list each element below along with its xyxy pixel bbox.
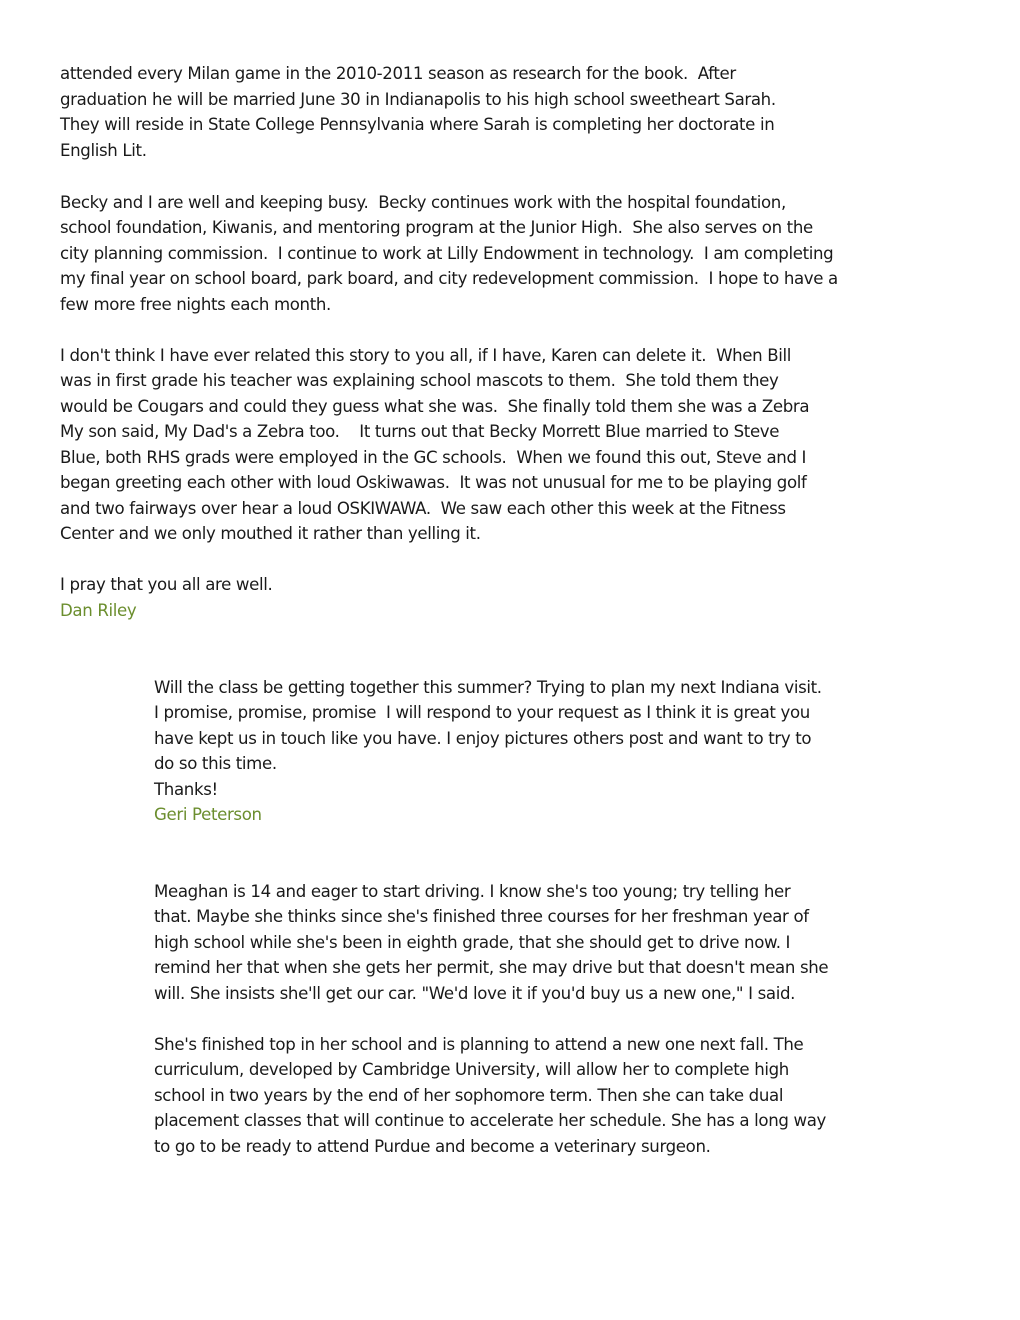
letter1-line: Center and we only mouthed it rather than yelling it. bbox=[60, 524, 481, 543]
signature-geri-peterson: Geri Peterson bbox=[154, 805, 262, 824]
letter1-line: Blue, both RHS grads were employed in the GC schools. When we found this out, Steve and I bbox=[60, 448, 807, 467]
letter1-line: school foundation, Kiwanis, and mentoring program at the Junior High. She also serves on the bbox=[60, 218, 813, 237]
letter1-line: was in first grade his teacher was explaining school mascots to them. She told them they bbox=[60, 371, 779, 390]
letter3-line: high school while she's been in eighth grade, that she should get to drive now. I bbox=[154, 933, 791, 952]
letter3-line: remind her that when she gets her permit, she may drive but that doesn't mean she bbox=[154, 958, 829, 977]
letter1-line: I don't think I have ever related this story to you all, if I have, Karen can delete it. When Bill bbox=[60, 346, 792, 365]
letter3-line: placement classes that will continue to accelerate her schedule. She has a long way bbox=[154, 1111, 826, 1130]
letter3-line: that. Maybe she thinks since she's finished three courses for her freshman year of bbox=[154, 907, 809, 926]
letter2-line: do so this time. bbox=[154, 754, 277, 773]
letter3-line: to go to be ready to attend Purdue and become a veterinary surgeon. bbox=[154, 1137, 711, 1156]
letter3-line: will. She insists she'll get our car. "We'd love it if you'd buy us a new one," I said. bbox=[154, 984, 796, 1003]
letter2-line: have kept us in touch like you have. I enjoy pictures others post and want to try to bbox=[154, 729, 812, 748]
letter3-line: curriculum, developed by Cambridge University, will allow her to complete high bbox=[154, 1060, 789, 1079]
letter3-line: Meaghan is 14 and eager to start driving. I know she's too young; try telling her bbox=[154, 882, 791, 901]
signature-dan-riley: Dan Riley bbox=[60, 601, 137, 620]
letter2-line: Will the class be getting together this summer? Trying to plan my next Indiana visit. bbox=[154, 678, 822, 697]
letter2-line: I promise, promise, promise I will respond to your request as I think it is great you bbox=[154, 703, 810, 722]
letter1-line: attended every Milan game in the 2010-2011 season as research for the book. After bbox=[60, 64, 736, 83]
letter1-line: and two fairways over hear a loud OSKIWAWA. We saw each other this week at the Fitness bbox=[60, 499, 786, 518]
letter3-line: She's finished top in her school and is planning to attend a new one next fall. The bbox=[154, 1035, 804, 1054]
letter1-line: Becky and I are well and keeping busy. Becky continues work with the hospital foundation, bbox=[60, 193, 786, 212]
letter1-line: began greeting each other with loud Oskiwawas. It was not unusual for me to be playing golf bbox=[60, 473, 807, 492]
letter3-line: school in two years by the end of her sophomore term. Then she can take dual bbox=[154, 1086, 784, 1105]
letter1-line: city planning commission. I continue to work at Lilly Endowment in technology. I am completing bbox=[60, 244, 834, 263]
letter1-line: They will reside in State College Pennsylvania where Sarah is completing her doctorate in bbox=[60, 115, 775, 134]
letter1-line: My son said, My Dad's a Zebra too. It turns out that Becky Morrett Blue married to Steve bbox=[60, 422, 780, 441]
letter1-line: English Lit. bbox=[60, 141, 147, 160]
letter1-line: my final year on school board, park board, and city redevelopment commission. I hope to have a bbox=[60, 269, 838, 288]
letter1-line: graduation he will be married June 30 in Indianapolis to his high school sweetheart Sarah. bbox=[60, 90, 776, 109]
letter1-line: would be Cougars and could they guess what she was. She finally told them she was a Zebra bbox=[60, 397, 810, 416]
letter1-line: few more free nights each month. bbox=[60, 295, 331, 314]
letter1-line: I pray that you all are well. bbox=[60, 575, 273, 594]
letter2-line: Thanks! bbox=[154, 780, 218, 799]
